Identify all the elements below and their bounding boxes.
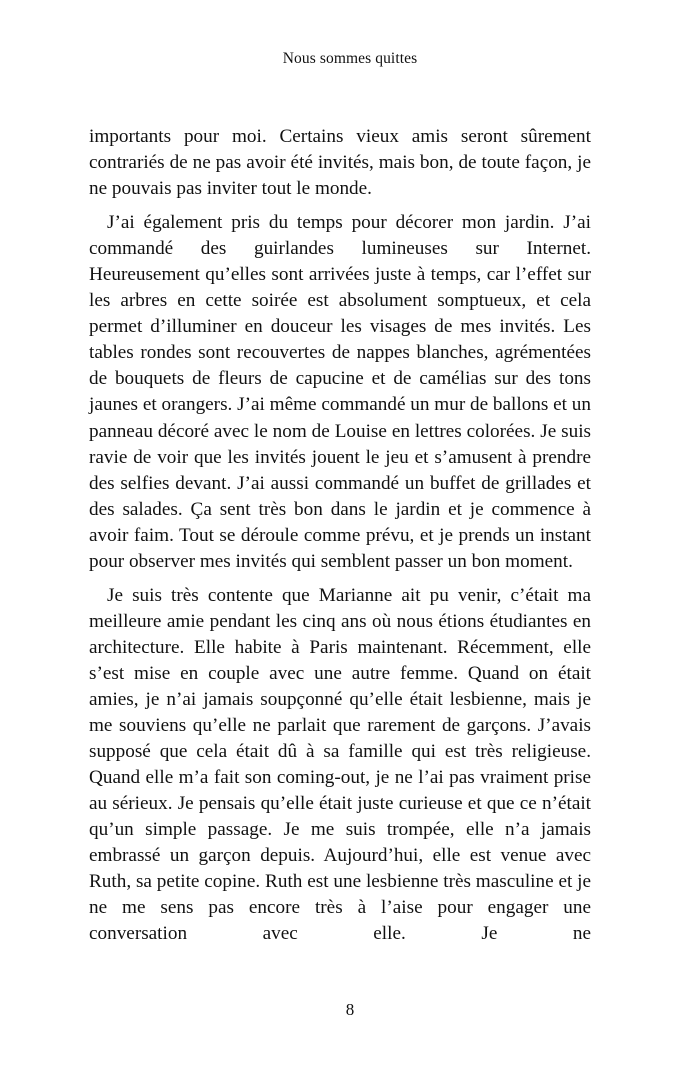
paragraph: Je suis très contente que Marianne ait pu venir, c’était ma meilleure amie pendant les cinq ans où nous étions étudiantes en architecture. Elle habite à Paris maintenant. Récemment, elle s’est mise en couple avec une autre femme. Quand on était amies, je n’ai jamais soupçonné qu’elle était lesbienne, mais je me souviens qu’elle ne parlait que rarement de garçons. J’avais supposé que cela était dû à sa famille qui est très religieuse. Quand elle m’a fait son coming-out, je ne l’ai pas vraiment prise au sérieux. Je pensais qu’elle était juste curieuse et que ce n’était qu’un simple passage. Je me suis trompée, elle n’a jamais embrassé un garçon depuis. Aujourd’hui, elle est venue avec Ruth, sa petite copine. Ruth est une lesbienne très masculine et je ne me sens pas encore très à l’aise pour engager une conversation avec elle. Je ne — [89, 584, 591, 945]
paragraph: J’ai également pris du temps pour décorer mon jardin. J’ai commandé des guirlandes lumineuses sur Internet. Heureusement qu’elles sont arrivées juste à temps, car l’effet sur les arbres en cette soirée est absolument somptueux, et cela permet d’illuminer en douceur les visages de mes invités. Les tables rondes sont recouvertes de nappes blanches, agrémentées de bouquets de fleurs de capucine et de camélias sur des tons jaunes et orangers. J’ai même commandé un mur de ballons et un panneau décoré avec le nom de Louise en lettres colorées. Je suis ravie de voir que les invités jouent le jeu et s’amusent à prendre des selfies devant. J’ai aussi commandé un buffet de grillades et des salades. Ça sent très bon dans le jardin et je commence à avoir faim. Tout se déroule comme prévu, et je prends un instant pour observer mes invités qui semblent passer un bon moment. — [89, 212, 591, 572]
body-text — [89, 124, 591, 947]
paragraph-continued: importants pour moi. Certains vieux amis seront sûrement contrariés de ne pas avoir été invités, mais bon, de toute façon, je ne pouvais pas inviter tout le monde. — [89, 126, 591, 200]
running-title: Nous sommes quittes — [282, 50, 418, 67]
page-number: 8 — [345, 1000, 355, 1019]
